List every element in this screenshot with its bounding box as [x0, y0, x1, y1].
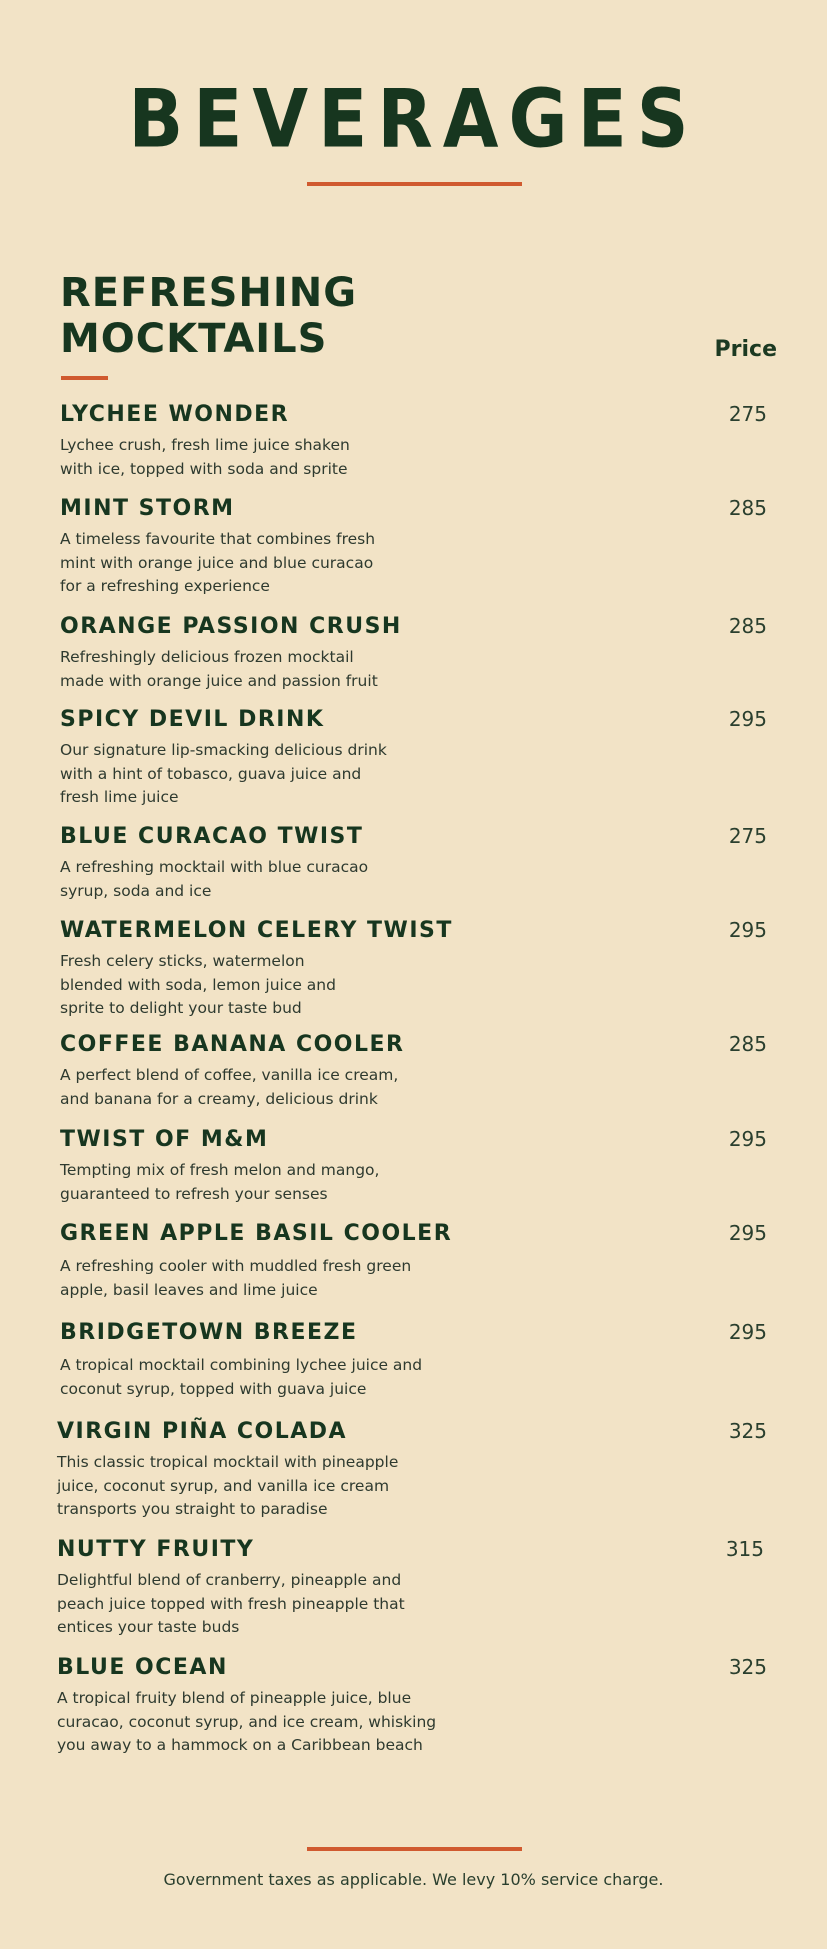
footer-note: Government taxes as applicable. We levy 10% service charge.: [163, 1870, 664, 1889]
item-description-line: for a refreshing experience: [60, 577, 270, 595]
price-column-heading: Price: [714, 337, 777, 362]
section-title: [60, 270, 357, 362]
item-description-line: you away to a hammock on a Caribbean beach: [57, 1736, 423, 1754]
item-name: VIRGIN PIÑA COLADA: [57, 1419, 348, 1444]
item-description-line: apple, basil leaves and lime juice: [60, 1280, 318, 1299]
item-description-line: curacao, coconut syrup, and ice cream, whisking: [57, 1712, 437, 1731]
footer-divider: [307, 1847, 522, 1851]
item-description-line: guaranteed to refresh your senses: [60, 1184, 328, 1203]
item-description-line: Fresh celery sticks, watermelon: [60, 952, 305, 970]
item-name: LYCHEE WONDER: [60, 402, 290, 427]
item-description-line: A perfect blend of coffee, vanilla ice cream,: [60, 1066, 399, 1084]
item-description-line: and banana for a creamy, delicious drink: [60, 1089, 378, 1108]
item-price: 295: [728, 1127, 767, 1151]
item-description-line: Tempting mix of fresh melon and mango,: [60, 1161, 380, 1179]
item-description-line: juice, coconut syrup, and vanilla ice cream: [57, 1476, 390, 1495]
item-description-line: Refreshingly delicious frozen mocktail: [60, 648, 354, 666]
item-description: [60, 528, 460, 599]
item-price: 325: [728, 1419, 767, 1443]
item-name: BLUE CURACAO TWIST: [60, 824, 364, 849]
item-description: [60, 1255, 460, 1302]
item-price: 325: [728, 1655, 767, 1679]
item-description-line: A refreshing mocktail with blue curacao: [60, 858, 369, 876]
item-description: [60, 950, 460, 1021]
item-description-line: made with orange juice and passion fruit: [60, 671, 378, 690]
item-description-line: sprite to delight your taste bud: [60, 999, 302, 1017]
item-name: NUTTY FRUITY: [57, 1537, 255, 1562]
item-description: [60, 1159, 460, 1206]
item-name: COFFEE BANANA COOLER: [60, 1032, 405, 1057]
page-title: BEVERAGES: [128, 71, 699, 166]
item-description-line: Lychee crush, fresh lime juice shaken: [60, 436, 350, 454]
item-description-line: with ice, topped with soda and sprite: [60, 459, 348, 478]
item-name: GREEN APPLE BASIL COOLER: [60, 1221, 453, 1246]
item-description: [60, 1064, 460, 1111]
item-price: 315: [725, 1537, 764, 1561]
item-description-line: A tropical fruity blend of pineapple juice, blue: [57, 1689, 412, 1707]
item-description-line: mint with orange juice and blue curacao: [60, 553, 374, 572]
item-description: [57, 1569, 457, 1640]
item-price: 295: [728, 707, 767, 731]
title-underline: [307, 182, 522, 186]
item-description: [57, 1451, 457, 1522]
item-name: MINT STORM: [60, 496, 235, 521]
item-price: 285: [728, 496, 767, 520]
item-description-line: entices your taste buds: [57, 1618, 240, 1636]
item-description: [60, 856, 460, 903]
item-name: ORANGE PASSION CRUSH: [60, 614, 402, 639]
item-description-line: peach juice topped with fresh pineapple that: [57, 1594, 405, 1613]
item-price: 275: [728, 824, 767, 848]
item-description-line: A refreshing cooler with muddled fresh green: [60, 1257, 412, 1275]
item-description-line: Our signature lip-smacking delicious drink: [60, 741, 387, 759]
item-description-line: fresh lime juice: [60, 788, 179, 806]
item-name: BRIDGETOWN BREEZE: [60, 1320, 358, 1345]
item-price: 285: [728, 1032, 767, 1056]
item-description-line: transports you straight to paradise: [57, 1500, 328, 1518]
item-description: [60, 739, 460, 810]
item-description-line: syrup, soda and ice: [60, 881, 212, 900]
item-description: [60, 646, 460, 693]
item-name: BLUE OCEAN: [57, 1655, 228, 1680]
item-description-line: A timeless favourite that combines fresh: [60, 530, 376, 548]
item-description-line: blended with soda, lemon juice and: [60, 975, 336, 994]
item-description-line: This classic tropical mocktail with pineapple: [57, 1453, 399, 1471]
section-title-line1: REFRESHING: [60, 270, 358, 316]
item-name: TWIST OF M&M: [60, 1127, 269, 1152]
item-price: 295: [728, 1320, 767, 1344]
item-description: [60, 434, 460, 481]
item-price: 285: [728, 614, 767, 638]
section-title-line2: MOCKTAILS: [60, 316, 328, 362]
item-description-line: coconut syrup, topped with guava juice: [60, 1379, 367, 1398]
item-description-line: Delightful blend of cranberry, pineapple and: [57, 1571, 402, 1589]
section-underline: [61, 376, 108, 380]
item-description: [57, 1687, 457, 1758]
item-price: 295: [728, 918, 767, 942]
item-description-line: A tropical mocktail combining lychee juice and: [60, 1356, 423, 1374]
item-price: 275: [728, 402, 767, 426]
item-name: WATERMELON CELERY TWIST: [60, 918, 453, 943]
item-price: 295: [728, 1221, 767, 1245]
item-description-line: with a hint of tobasco, guava juice and: [60, 764, 362, 783]
item-description: [60, 1354, 460, 1401]
item-name: SPICY DEVIL DRINK: [60, 707, 325, 732]
